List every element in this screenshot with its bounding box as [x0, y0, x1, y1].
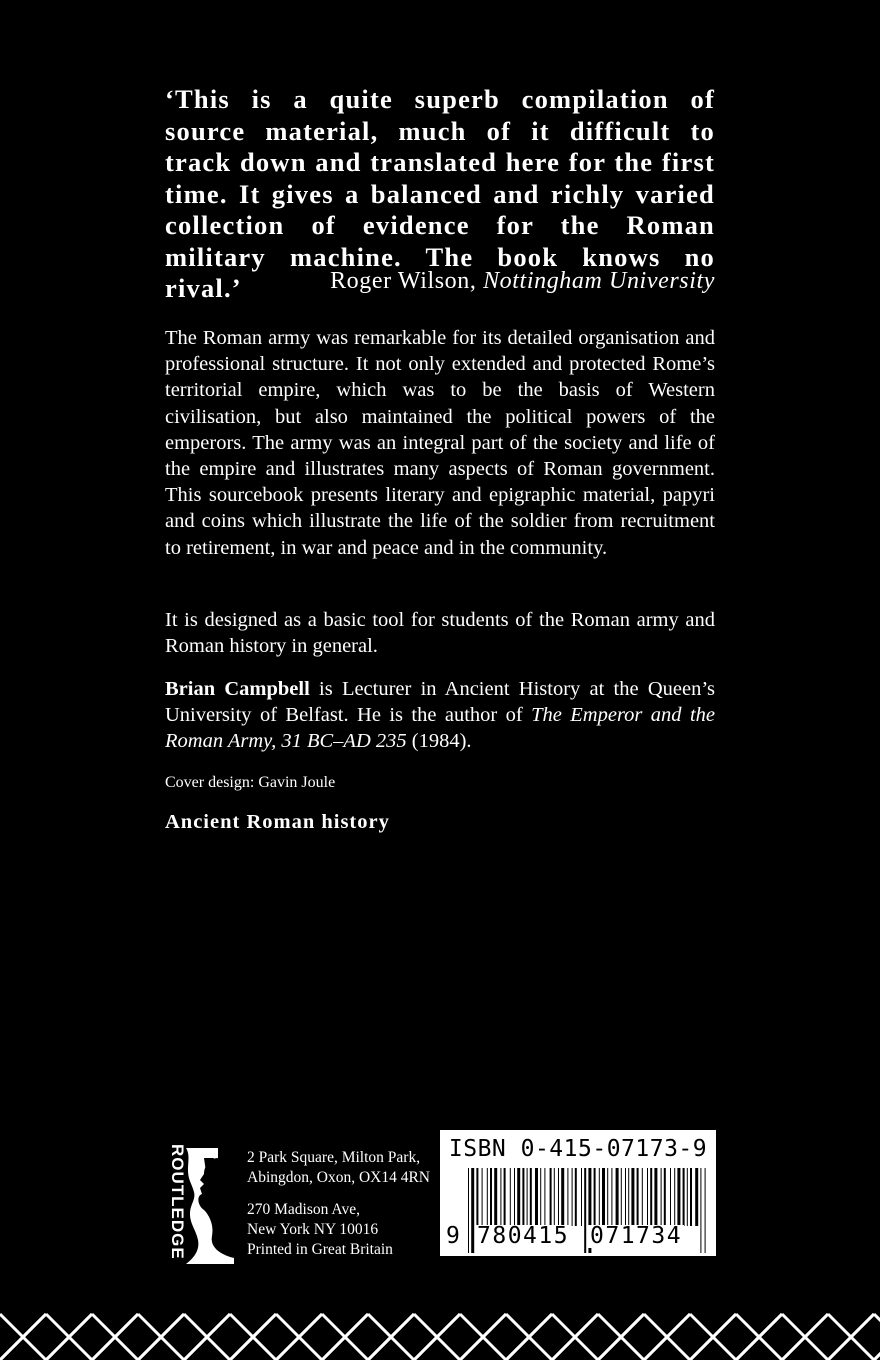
- barcode-bar: [468, 1168, 469, 1253]
- barcode-digits-right: 071734: [590, 1223, 683, 1249]
- barcode-bar: [594, 1168, 596, 1226]
- barcode-bar: [482, 1168, 483, 1226]
- barcode-digits-left: 780415: [477, 1223, 570, 1249]
- barcode-bar: [494, 1168, 497, 1226]
- barcode-bar: [631, 1168, 634, 1226]
- barcode-bar: [540, 1168, 541, 1226]
- barcode-bar: [700, 1168, 701, 1253]
- barcode-bar: [674, 1168, 675, 1226]
- barcode-bar: [510, 1168, 511, 1226]
- barcode-bar: [607, 1168, 608, 1226]
- barcode-bar: [572, 1168, 573, 1226]
- printed-in: Printed in Great Britain: [247, 1241, 393, 1258]
- barcode-bar: [616, 1168, 619, 1226]
- barcode-bar: [647, 1168, 648, 1226]
- barcode-bar: [611, 1168, 612, 1226]
- barcode-bar: [705, 1168, 706, 1253]
- barcode-bar: [654, 1168, 657, 1226]
- barcode-bar: [677, 1168, 680, 1226]
- barcode-bar: [514, 1168, 515, 1226]
- barcode-bar: [584, 1168, 586, 1253]
- barcode-bar: [487, 1168, 488, 1226]
- barcode-bar: [522, 1168, 524, 1226]
- us-address-line2: New York NY 10016: [247, 1221, 379, 1238]
- quote-affiliation: Nottingham University: [483, 268, 715, 294]
- barcode-bar: [500, 1168, 501, 1226]
- barcode-bar: [695, 1168, 698, 1226]
- barcode-bar: [599, 1168, 600, 1226]
- barcode-bar: [544, 1168, 545, 1226]
- barcode-bar: [490, 1168, 492, 1226]
- barcode-bar: [527, 1168, 528, 1226]
- us-address-line1: 270 Madison Ave,: [247, 1201, 360, 1218]
- barcode-bar: [625, 1168, 626, 1226]
- description-paragraph-1: The Roman army was remarkable for its detailed organisation and professional structure. It not only extended and protected Rome’s territorial empire, which was to be the basis of Western civilisation, but also maintained the political powers of the emperors. The army was an integral part of the society and life of the empire and illustrates many aspects of Roman government. This sourcebook presents literary and epigraphic material, papyri and coins which illustrate the life of the soldier from recruitment to retirement, in war and peace and in the community.: [165, 327, 715, 559]
- author-name: Brian Campbell: [165, 678, 310, 700]
- barcode-bar: [517, 1168, 520, 1226]
- barcode-bar: [650, 1168, 652, 1226]
- author-book-title: The Emperor and the Roman Army, 31 BC–AD 235: [165, 704, 716, 753]
- barcode-bar: [628, 1168, 629, 1226]
- barcode-bar: [664, 1168, 666, 1226]
- barcode-bar: [530, 1168, 532, 1226]
- description-paragraph-2: It is designed as a basic tool for students of the Roman army and Roman history in general.: [165, 609, 715, 658]
- barcode-bar: [561, 1168, 564, 1226]
- barcode-bar: [504, 1168, 506, 1226]
- author-book-year: (1984).: [411, 730, 472, 753]
- barcode-bar: [687, 1168, 688, 1226]
- barcode-bar: [637, 1168, 639, 1226]
- barcode-bar: [535, 1168, 538, 1226]
- quote-attribution: [165, 266, 715, 296]
- barcode-bar: [575, 1168, 577, 1226]
- barcode-bar: [558, 1168, 559, 1226]
- barcode-bar: [581, 1168, 582, 1226]
- author-bio: [165, 676, 715, 755]
- author-bio-text: is Lecturer in Ancient History at the Queen’s University of Belfast. He is the author of: [165, 678, 715, 727]
- barcode-bar: [642, 1168, 643, 1226]
- barcode-bar: [683, 1168, 685, 1226]
- cover-design-credit: Cover design: Gavin Joule: [165, 774, 336, 791]
- barcode-bar: [621, 1168, 622, 1226]
- isbn-number: ISBN 0-415-07173-9: [448, 1136, 708, 1162]
- uk-address: [247, 1148, 430, 1188]
- uk-address-line1: 2 Park Square, Milton Park,: [247, 1149, 421, 1166]
- us-address: [247, 1200, 393, 1260]
- subject-category: Ancient Roman history: [165, 811, 390, 833]
- decorative-lattice-border: [0, 1300, 880, 1360]
- routledge-logo: [158, 1140, 238, 1265]
- barcode-bar: [550, 1168, 552, 1226]
- barcode-bar: [670, 1168, 671, 1226]
- barcode-bar: [690, 1168, 692, 1226]
- barcode-bar: [661, 1168, 662, 1226]
- barcode-bar: [602, 1168, 605, 1226]
- barcode-digit-first: 9: [446, 1223, 460, 1249]
- uk-address-line2: Abingdon, Oxon, OX14 4RN: [247, 1169, 430, 1186]
- review-quote: ‘This is a quite superb compilation of source material, much of it difficult to track down and translated here for the first time. It gives a balanced and richly varied collection of evidence for the Roman military machine. The book knows no rival.’: [165, 84, 715, 303]
- routledge-logo-text: ROUTLEDGE: [168, 1144, 187, 1260]
- quote-author: Roger Wilson,: [330, 268, 477, 294]
- barcode-bar: [567, 1168, 568, 1226]
- barcode-bar: [554, 1168, 555, 1226]
- barcode-bar: [471, 1168, 474, 1253]
- barcode: [440, 1130, 716, 1256]
- barcode-bar: [476, 1168, 478, 1226]
- profile-face-icon: [186, 1148, 234, 1264]
